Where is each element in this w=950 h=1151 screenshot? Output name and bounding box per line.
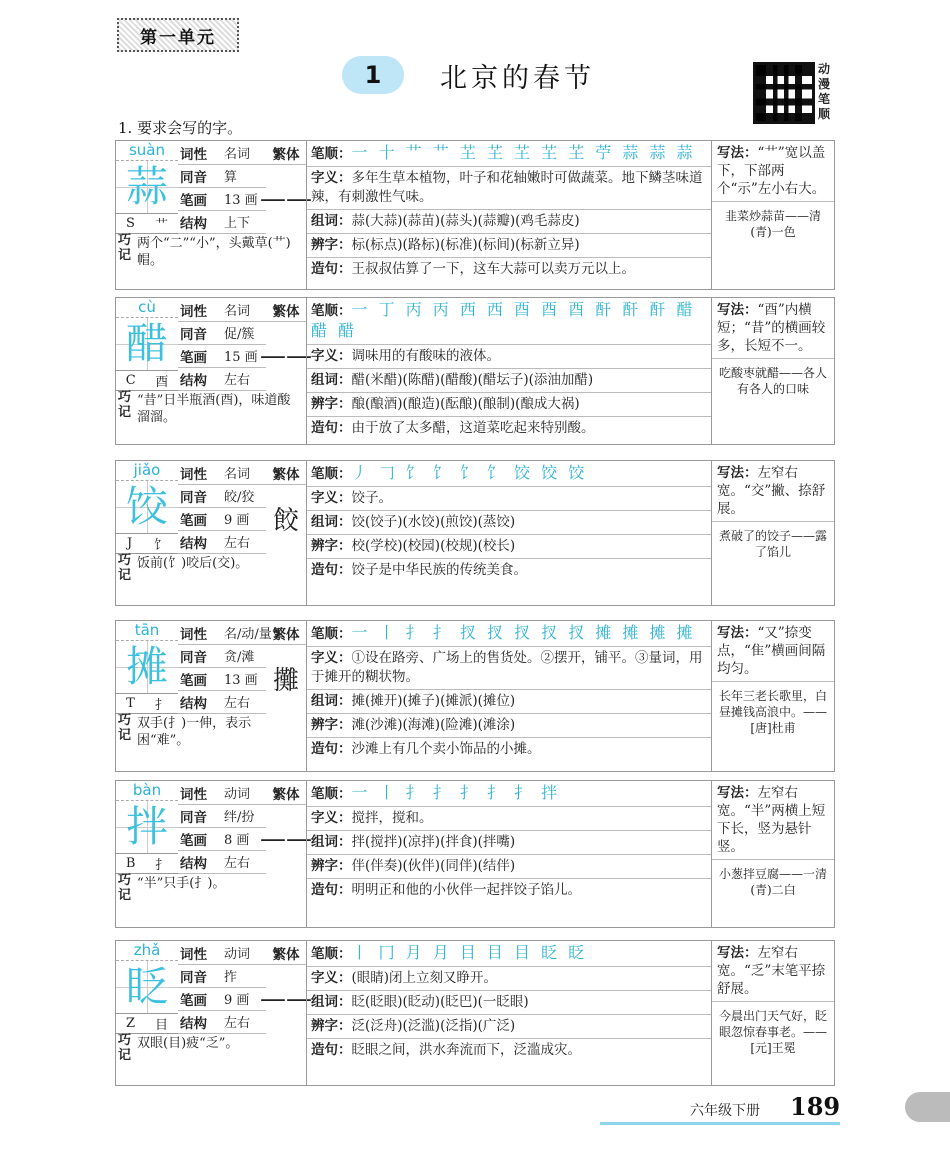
strokes-label: 笔画	[180, 349, 207, 366]
qr-label: 动漫笔顺	[818, 62, 831, 121]
pos-value: 动词	[224, 947, 251, 962]
details-column	[306, 298, 712, 444]
writing-tip	[712, 941, 834, 1002]
words-label: 组词：	[311, 213, 352, 229]
meaning-label: 字义：	[311, 490, 352, 506]
traditional-label: 繁体	[272, 303, 300, 320]
meaning-label: 字义：	[311, 170, 352, 186]
mnemonic	[116, 390, 306, 426]
sentence-label: 造句：	[311, 420, 352, 436]
structure-value: 左右	[224, 696, 251, 711]
traditional-label: 繁体	[272, 146, 300, 163]
words-row	[307, 991, 711, 1015]
unit-badge: 第一单元	[117, 18, 239, 52]
distinguish-label: 辨字：	[311, 717, 352, 733]
pinyin: tān	[116, 621, 178, 641]
radical: 酉	[155, 374, 169, 390]
homophone-label: 同音	[180, 169, 207, 186]
traditional-value: ——	[260, 983, 312, 1014]
sentence-label: 造句：	[311, 1042, 352, 1058]
pos-value: 名/动/量	[224, 627, 272, 642]
radical: 扌	[154, 697, 168, 713]
pos-label: 词性	[180, 303, 207, 320]
homophone-value: 促/簇	[224, 327, 255, 342]
sentence-text: 沙滩上有几个卖小饰品的小摊。	[351, 741, 541, 757]
pinyin: zhǎ	[116, 941, 178, 961]
character: 蒜	[116, 161, 178, 214]
distinguish-label: 辨字：	[311, 396, 352, 412]
character: 醋	[116, 318, 178, 371]
pos-value: 名词	[224, 304, 251, 319]
meaning-label: 字义：	[311, 348, 352, 364]
traditional-value: ——	[260, 183, 312, 214]
character: 拌	[116, 801, 178, 854]
words-label: 组词：	[311, 834, 352, 850]
structure-value: 上下	[224, 216, 251, 231]
words-row	[307, 210, 711, 234]
strokes-label: 笔画	[180, 992, 207, 1009]
stroke-order-row	[307, 621, 711, 647]
writing-tip	[712, 141, 834, 202]
distinguish-text: 滩(沙滩)(海滩)(险滩)(滩涂)	[351, 717, 516, 733]
sentence-row	[307, 879, 711, 902]
pos-value: 动词	[224, 787, 251, 802]
stroke-order: 丨 冂 月 月 目 目 目 眨 眨	[351, 943, 588, 962]
strokes-label: 笔画	[180, 512, 207, 529]
stroke-order-label: 笔顺：	[311, 626, 352, 642]
mnemonic	[116, 1033, 306, 1063]
mnemonic-text: “昔”日半瓶酒(酉)，味道酸溜溜。	[137, 393, 291, 425]
mnemonic	[116, 553, 306, 583]
words-row	[307, 369, 711, 393]
writing-label: 写法：	[717, 625, 758, 641]
writing-text: 左窄右宽。“半”两横上短下长，竖为悬针竖。	[717, 785, 826, 855]
mnemonic-label: 巧记	[118, 390, 132, 420]
stroke-order-row	[307, 141, 711, 167]
structure-value: 左右	[224, 373, 251, 388]
homophone-row	[178, 804, 266, 828]
distinguish-text: 标(标点)(路标)(标准)(标间)(标新立异)	[351, 237, 580, 253]
distinguish-text: 校(学校)(校园)(校规)(校长)	[351, 538, 516, 554]
stroke-order-row	[307, 461, 711, 487]
traditional-value: 餃	[272, 506, 299, 536]
qr-code-icon[interactable]	[753, 62, 815, 124]
traditional-label: 繁体	[272, 466, 300, 483]
structure-value: 左右	[224, 1016, 251, 1031]
tips-column	[712, 781, 834, 927]
pos-label: 词性	[180, 786, 207, 803]
character-entry	[115, 297, 835, 445]
tips-column	[712, 141, 834, 289]
words-row	[307, 831, 711, 855]
mnemonic-text: 两个“二”“小”，头戴草(艹)帽。	[137, 236, 291, 268]
distinguish-row	[307, 535, 711, 559]
index-letters	[116, 853, 178, 874]
saying: 韭菜炒蒜苗——清(青)一色	[724, 209, 821, 239]
words-label: 组词：	[311, 994, 352, 1010]
stroke-order: 一 丁 丙 丙 西 西 酉 酉 酉 酐 酐 酐 醋 醋 醋	[311, 300, 696, 340]
structure-row	[178, 367, 266, 391]
writing-text: 左窄右宽。“乏”末笔平捺舒展。	[717, 945, 826, 997]
words-text: 拌(搅拌)(凉拌)(拌食)(拌嘴)	[351, 834, 516, 850]
words-text: 蒜(大蒜)(蒜苗)(蒜头)(蒜瓣)(鸡毛蒜皮)	[351, 213, 580, 229]
traditional-label: 繁体	[272, 946, 300, 963]
sentence-row	[307, 738, 711, 761]
homophone-row	[178, 164, 266, 188]
distinguish-text: 伴(伴奏)(伙伴)(同伴)(结伴)	[351, 858, 516, 874]
traditional-value: ——	[260, 340, 312, 371]
structure-value: 左右	[224, 536, 251, 551]
character-entry	[115, 780, 835, 928]
mnemonic-label: 巧记	[118, 1033, 132, 1063]
sentence-label: 造句：	[311, 261, 352, 277]
pos-label: 词性	[180, 466, 207, 483]
structure-label: 结构	[180, 535, 207, 552]
details-column	[306, 941, 712, 1085]
meaning-text: 饺子。	[351, 490, 392, 506]
meaning-text: (眼睛)闭上立刻又睁开。	[351, 970, 498, 986]
strokes-value: 13 画	[224, 673, 258, 688]
stroke-order-label: 笔顺：	[311, 466, 352, 482]
writing-label: 写法：	[717, 302, 758, 318]
homophone-label: 同音	[180, 969, 207, 986]
writing-label: 写法：	[717, 465, 758, 481]
homophone-row	[178, 964, 266, 988]
homophone-value: 算	[224, 170, 238, 185]
homophone-label: 同音	[180, 649, 207, 666]
distinguish-row	[307, 393, 711, 417]
stroke-order-row	[307, 298, 711, 345]
distinguish-text: 酿(酿酒)(酿造)(酝酿)(酿制)(酿成大祸)	[351, 396, 580, 412]
pos-label: 词性	[180, 626, 207, 643]
lesson-title: 北京的春节	[440, 63, 595, 94]
stroke-order-label: 笔顺：	[311, 946, 352, 962]
meaning-row	[307, 487, 711, 511]
strokes-row	[178, 507, 266, 531]
index-letters	[116, 693, 178, 714]
character: 眨	[116, 961, 178, 1014]
mnemonic-label: 巧记	[118, 553, 132, 583]
stroke-order-row	[307, 781, 711, 807]
homophone-label: 同音	[180, 489, 207, 506]
words-text: 眨(眨眼)(眨动)(眨巴)(一眨眼)	[351, 994, 529, 1010]
saying: 长年三老长歌里，白昼摊钱高浪中。——[唐]杜甫	[718, 689, 827, 735]
sentence-text: 眨眼之间，洪水奔流而下，泛滥成灾。	[351, 1042, 581, 1058]
character-entry	[115, 140, 835, 290]
stroke-order-label: 笔顺：	[311, 786, 352, 802]
tips-column	[712, 941, 834, 1085]
writing-label: 写法：	[717, 945, 758, 961]
meaning-text: 调味用的有酸味的液体。	[351, 348, 500, 364]
distinguish-row	[307, 855, 711, 879]
traditional-value: 攤	[272, 666, 299, 696]
index-letter: C	[125, 372, 136, 388]
strokes-label: 笔画	[180, 192, 207, 209]
distinguish-text: 泛(泛舟)(泛滥)(泛指)(广泛)	[351, 1018, 516, 1034]
tips-column	[712, 621, 834, 771]
footer-divider	[600, 1122, 840, 1125]
index-letters	[116, 213, 178, 234]
index-letter: T	[126, 695, 135, 711]
distinguish-label: 辨字：	[311, 237, 352, 253]
homophone-label: 同音	[180, 326, 207, 343]
meaning-row	[307, 345, 711, 369]
section-heading: 1. 要求会写的字。	[118, 119, 243, 137]
homophone-value: 皎/狡	[224, 490, 255, 505]
tips-column	[712, 461, 834, 605]
character: 摊	[116, 641, 178, 694]
strokes-value: 9 画	[224, 513, 250, 528]
stroke-order: 一 丨 扌 扌 扠 扠 扠 扠 扠 摊 摊 摊 摊	[351, 623, 696, 642]
traditional-label: 繁体	[272, 786, 300, 803]
sentence-row	[307, 417, 711, 440]
sentence-text: 王叔叔估算了一下，这车大蒜可以卖万元以上。	[351, 261, 635, 277]
pinyin: jiǎo	[116, 461, 178, 481]
strokes-row	[178, 987, 266, 1011]
stroke-order-label: 笔顺：	[311, 146, 352, 162]
sentence-text: 由于放了太多醋，这道菜吃起来特别酸。	[351, 420, 595, 436]
index-letter: S	[126, 215, 135, 231]
meaning-label: 字义：	[311, 970, 352, 986]
stroke-order: 丿 𠃌 饣 饣 饣 饣 饺 饺 饺	[351, 463, 588, 482]
strokes-row	[178, 344, 266, 368]
writing-tip	[712, 781, 834, 860]
mnemonic-label: 巧记	[118, 233, 132, 263]
mnemonic	[116, 713, 306, 749]
mnemonic-text: “半”只手(扌)。	[137, 876, 226, 891]
traditional-value: ——	[260, 823, 312, 854]
structure-label: 结构	[180, 695, 207, 712]
strokes-value: 15 画	[224, 350, 258, 365]
saying: 今晨出门天气好，眨眼忽惊春事老。——[元]王冕	[718, 1009, 827, 1055]
homophone-value: 绊/扮	[224, 810, 255, 825]
pinyin: cù	[116, 298, 178, 318]
index-letter: Z	[125, 1015, 136, 1031]
sentence-row	[307, 258, 711, 281]
distinguish-label: 辨字：	[311, 1018, 352, 1034]
saying: 煮破了的饺子——露了馅儿	[718, 529, 827, 559]
homophone-row	[178, 321, 266, 345]
sentence-text: 饺子是中华民族的传统美食。	[351, 562, 527, 578]
strokes-label: 笔画	[180, 832, 207, 849]
distinguish-label: 辨字：	[311, 538, 352, 554]
meaning-text: ①设在路旁、广场上的售货处。②摆开，铺平。③量词，用于摊开的糊状物。	[311, 650, 703, 685]
structure-row	[178, 210, 266, 234]
sentence-row	[307, 1039, 711, 1062]
sentence-label: 造句：	[311, 741, 352, 757]
character-entry	[115, 620, 835, 772]
strokes-row	[178, 667, 266, 691]
grade-label: 六年级下册	[690, 1103, 760, 1119]
structure-row	[178, 530, 266, 554]
writing-tip	[712, 461, 834, 522]
pinyin: bàn	[116, 781, 178, 801]
stroke-order: 一 丨 扌 扌 扌 扌 扌 拌	[351, 783, 561, 802]
meaning-label: 字义：	[311, 650, 352, 666]
saying: 吃酸枣就醋——各人有各人的口味	[718, 366, 827, 396]
meaning-row	[307, 807, 711, 831]
writing-text: “酉”内横短；“昔”的横画较多，长短不一。	[717, 302, 826, 354]
pos-label: 词性	[180, 146, 207, 163]
structure-label: 结构	[180, 1015, 207, 1032]
mnemonic	[116, 233, 306, 269]
stroke-order: 一 十 艹 艹 芏 芏 芏 芏 芏 苧 蒜 蒜 蒜	[351, 143, 696, 162]
strokes-value: 8 画	[224, 833, 250, 848]
page-tab	[905, 1092, 950, 1122]
sentence-text: 明明正和他的小伙伴一起拌饺子馅儿。	[351, 882, 581, 898]
strokes-value: 13 画	[224, 193, 258, 208]
meaning-text: 搅拌，搅和。	[351, 810, 433, 826]
words-label: 组词：	[311, 514, 352, 530]
words-row	[307, 511, 711, 535]
saying: 小葱拌豆腐——一清(青)二白	[718, 867, 827, 897]
mnemonic-text: 双手(扌)一伸，表示困“难”。	[137, 716, 252, 748]
index-letter: J	[126, 535, 133, 551]
distinguish-row	[307, 234, 711, 258]
traditional-label: 繁体	[272, 626, 300, 643]
pos-value: 名词	[224, 147, 251, 162]
structure-label: 结构	[180, 372, 207, 389]
mnemonic-text: 双眼(目)疲“乏”。	[137, 1036, 239, 1051]
radical: 目	[155, 1017, 169, 1033]
writing-tip	[712, 298, 834, 359]
strokes-label: 笔画	[180, 672, 207, 689]
details-column	[306, 141, 712, 289]
words-label: 组词：	[311, 693, 352, 709]
structure-row	[178, 850, 266, 874]
radical: 艹	[154, 217, 168, 233]
stroke-order-row	[307, 941, 711, 967]
distinguish-row	[307, 1015, 711, 1039]
writing-text: 左窄右宽。“交”撇、捺舒展。	[717, 465, 826, 517]
tips-column	[712, 298, 834, 444]
homophone-value: 拃	[224, 970, 238, 985]
meaning-row	[307, 647, 711, 690]
lesson-number: 1	[342, 56, 404, 94]
mnemonic-text: 饭前(饣)咬后(交)。	[137, 556, 249, 571]
index-letters	[116, 533, 178, 554]
pos-label: 词性	[180, 946, 207, 963]
writing-label: 写法：	[717, 145, 758, 161]
distinguish-label: 辨字：	[311, 858, 352, 874]
mnemonic-label: 巧记	[118, 873, 132, 903]
words-row	[307, 690, 711, 714]
writing-text: “艹”宽以盖下，下部两个“示”左小右大。	[717, 145, 826, 197]
pos-value: 名词	[224, 467, 251, 482]
index-letters	[116, 370, 178, 391]
details-column	[306, 461, 712, 605]
meaning-text: 多年生草本植物，叶子和花轴嫩时可做蔬菜。地下鳞茎味道辣，有刺激性气味。	[311, 170, 703, 205]
structure-value: 左右	[224, 856, 251, 871]
homophone-row	[178, 644, 266, 668]
character: 饺	[116, 481, 178, 534]
words-label: 组词：	[311, 372, 352, 388]
meaning-row	[307, 167, 711, 210]
words-text: 饺(饺子)(水饺)(煎饺)(蒸饺)	[351, 514, 516, 530]
sentence-label: 造句：	[311, 562, 352, 578]
writing-label: 写法：	[717, 785, 758, 801]
homophone-row	[178, 484, 266, 508]
stroke-order-label: 笔顺：	[311, 303, 352, 319]
writing-text: “又”捺变点，“隹”横画间隔均匀。	[717, 625, 826, 677]
mnemonic-label: 巧记	[118, 713, 132, 743]
character-entry	[115, 940, 835, 1086]
structure-label: 结构	[180, 855, 207, 872]
index-letters	[116, 1013, 178, 1034]
sentence-row	[307, 559, 711, 582]
homophone-value: 贪/滩	[224, 650, 255, 665]
structure-row	[178, 1010, 266, 1034]
strokes-row	[178, 187, 266, 211]
words-text: 摊(摊开)(摊子)(摊派)(摊位)	[351, 693, 516, 709]
radical: 扌	[155, 857, 169, 873]
structure-label: 结构	[180, 215, 207, 232]
strokes-row	[178, 827, 266, 851]
details-column	[306, 621, 712, 771]
page-number: 189	[790, 1092, 841, 1121]
details-column	[306, 781, 712, 927]
structure-row	[178, 690, 266, 714]
meaning-label: 字义：	[311, 810, 352, 826]
radical: 饣	[154, 537, 168, 553]
index-letter: B	[125, 855, 136, 871]
mnemonic	[116, 873, 306, 903]
words-text: 醋(米醋)(陈醋)(醋酸)(醋坛子)(添油加醋)	[351, 372, 594, 388]
homophone-label: 同音	[180, 809, 207, 826]
strokes-value: 9 画	[224, 993, 250, 1008]
distinguish-row	[307, 714, 711, 738]
pinyin: suàn	[116, 141, 178, 161]
writing-tip	[712, 621, 834, 682]
meaning-row	[307, 967, 711, 991]
character-entry	[115, 460, 835, 606]
sentence-label: 造句：	[311, 882, 352, 898]
